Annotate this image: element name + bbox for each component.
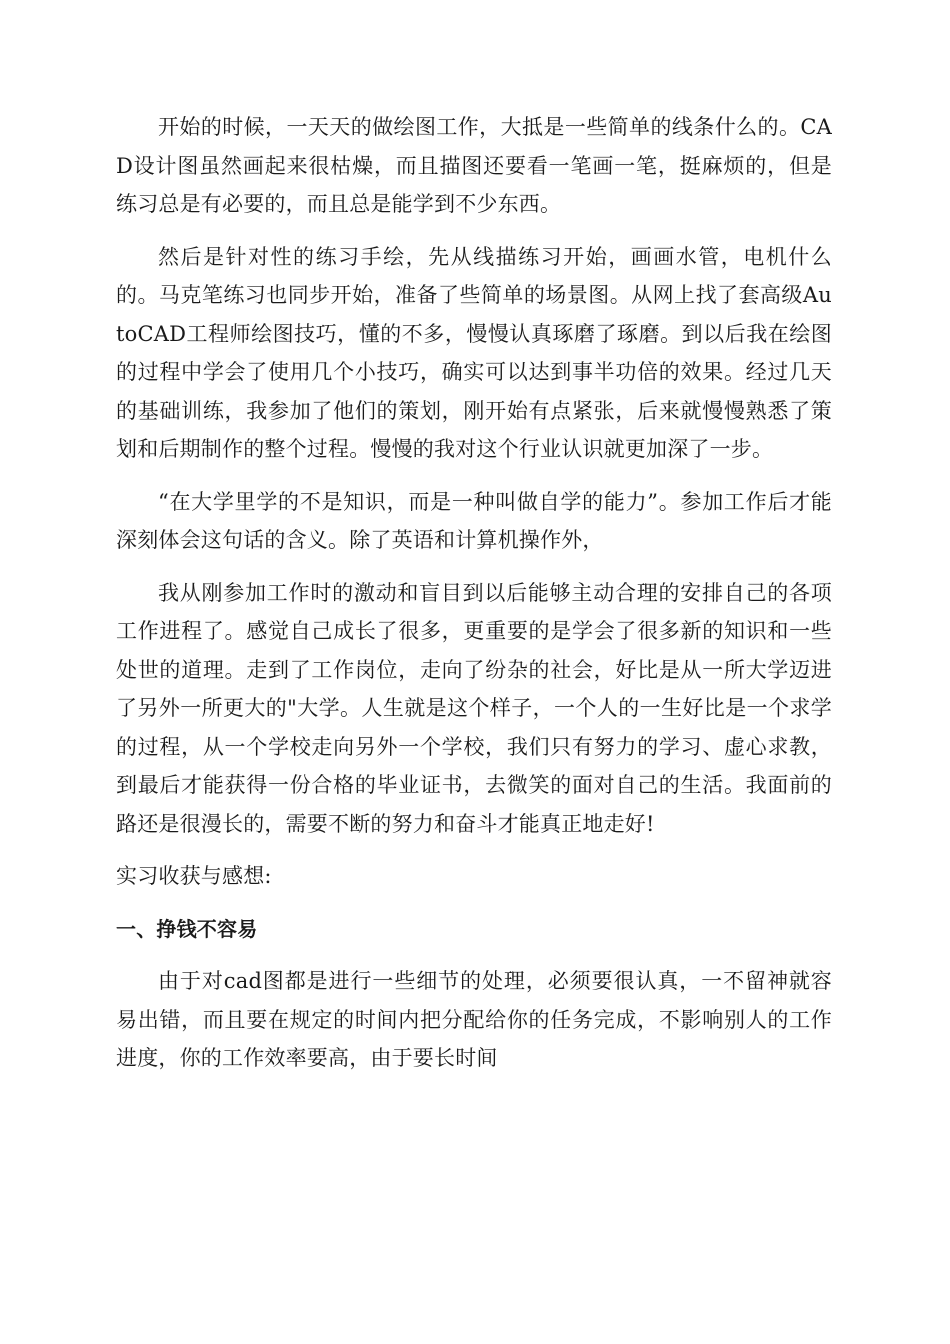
paragraph-cad-drawing: 开始的时候，一天天的做绘图工作，大抵是一些简单的线条什么的。CAD设计图虽然画起来很枯燥，而且描图还要看一笔画一笔，挺麻烦的，但是练习总是有必要的，而且总是能学到不少东西。 xyxy=(116,115,832,216)
section-heading: 一、挣钱不容易 xyxy=(116,916,258,941)
section-label: 实习收获与感想: xyxy=(116,864,272,888)
paragraph-growth: 我从刚参加工作时的激动和盲目到以后能够主动合理的安排自己的各项工作进程了。感觉自己成长了很多，更重要的是学会了很多新的知识和一些处世的道理。走到了工作岗位，走向了纷杂的社会，好比是从一所大学迈进了另外一所更大的"大学。人生就是这个样子，一个人的一生好比是一个求学的过程，从一个学校走向另外一个学校，我们只有努力的学习、虚心求教，到最后才能获得一份合格的毕业证书，去微笑的面对自己的生活。我面前的路还是很漫长的，需要不断的努力和奋斗才能真正地走好! xyxy=(116,580,832,836)
paragraph-hand-drawing: 然后是针对性的练习手绘，先从线描练习开始，画画水管，电机什么的。马克笔练习也同步开始，准备了些简单的场景图。从网上找了套高级AutoCAD工程师绘图技巧，懂的不多，慢慢认真琢磨了琢磨。到以后我在绘图的过程中学会了使用几个小技巧，确实可以达到事半功倍的效果。经过几天的基础训练，我参加了他们的策划，刚开始有点紧张，后来就慢慢熟悉了策划和后期制作的整个过程。慢慢的我对这个行业认识就更加深了一步。 xyxy=(116,244,832,461)
paragraph-self-learning: “在大学里学的不是知识，而是一种叫做自学的能力”。参加工作后才能深刻体会这句话的含义。除了英语和计算机操作外， xyxy=(116,489,832,552)
paragraph-cad-details: 由于对cad图都是进行一些细节的处理，必须要很认真，一不留神就容易出错，而且要在规定的时间内把分配给你的任务完成，不影响别人的工作进度，你的工作效率要高，由于要长时间 xyxy=(116,969,832,1070)
document-body xyxy=(116,108,832,1092)
